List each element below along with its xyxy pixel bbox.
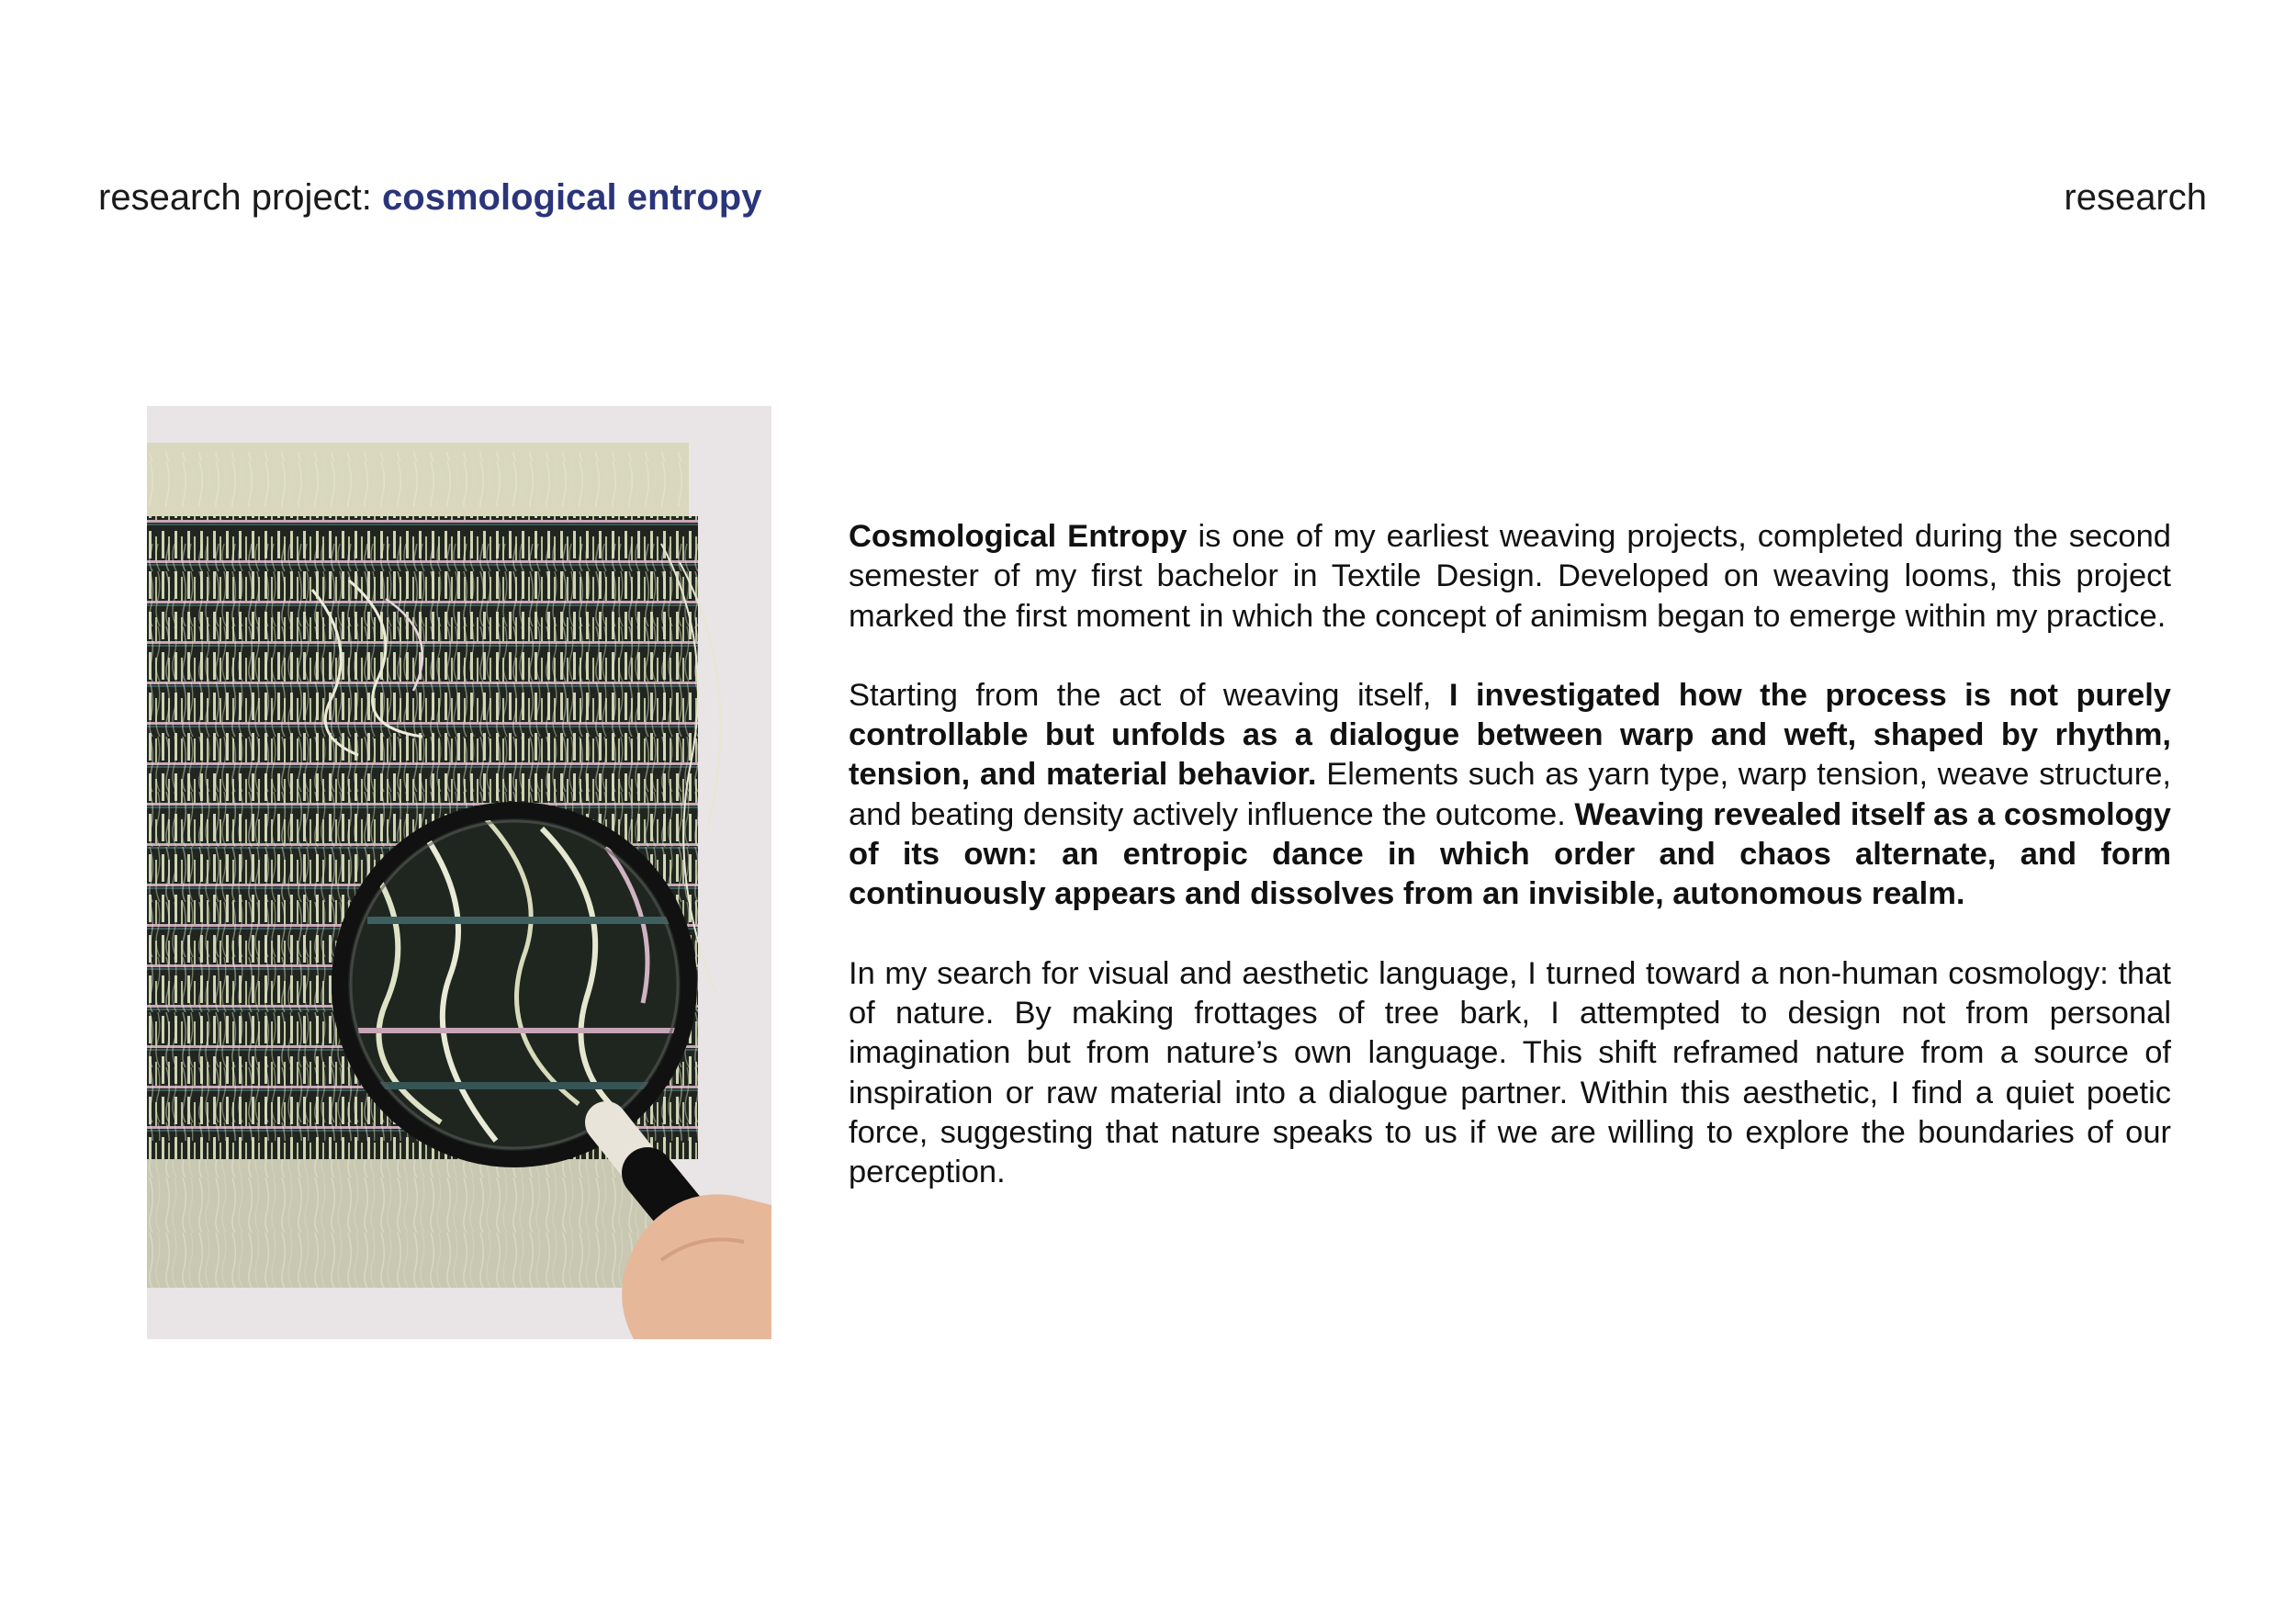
page-title	[98, 175, 761, 220]
process-text: Elements such as yarn type, warp tension, weave structure, and beating density actively influence the outcome.	[849, 757, 2171, 832]
section-label: research	[2064, 177, 2207, 218]
process-emphasis: I investigated how the process is not purely controllable but unfolds as a dialogue between warp and weft, shaped by rhythm, tension, and material behavior.	[849, 677, 2171, 793]
intro-text: is one of my earliest weaving projects, completed during the second semester of my first bachelor in Textile Design. Developed on weaving looms, this project marked the first moment in which the concept of animism began to emerge within my practice.	[849, 519, 2171, 634]
process-lead: Starting from the act of weaving itself,	[849, 677, 1449, 713]
project-description	[849, 517, 2171, 1232]
paragraph-process	[849, 676, 2171, 915]
project-name: Cosmological Entropy	[849, 519, 1187, 554]
title-prefix: research project:	[98, 177, 383, 218]
woven-sample-photo	[147, 406, 771, 1339]
project-title: cosmological entropy	[382, 177, 762, 218]
paragraph-intro	[849, 517, 2171, 637]
cosmology-emphasis: Weaving revealed itself as a cosmology of its own: an entropic dance in which order and chaos alternate, and form continuously appears and dissolves from an invisible, autonomous realm.	[849, 796, 2171, 912]
paragraph-nature: In my search for visual and aesthetic language, I turned toward a non-human cosmology: that of nature. By making frottages of tree bark, I attempted to design not from personal imagination but from nature’s own language. This shift reframed nature from a source of inspiration or raw material into a dialogue partner. Within this aesthetic, I find a quiet poetic force, suggesting that nature speaks to us if we are willing to explore the boundaries of our perception.	[849, 955, 2171, 1190]
